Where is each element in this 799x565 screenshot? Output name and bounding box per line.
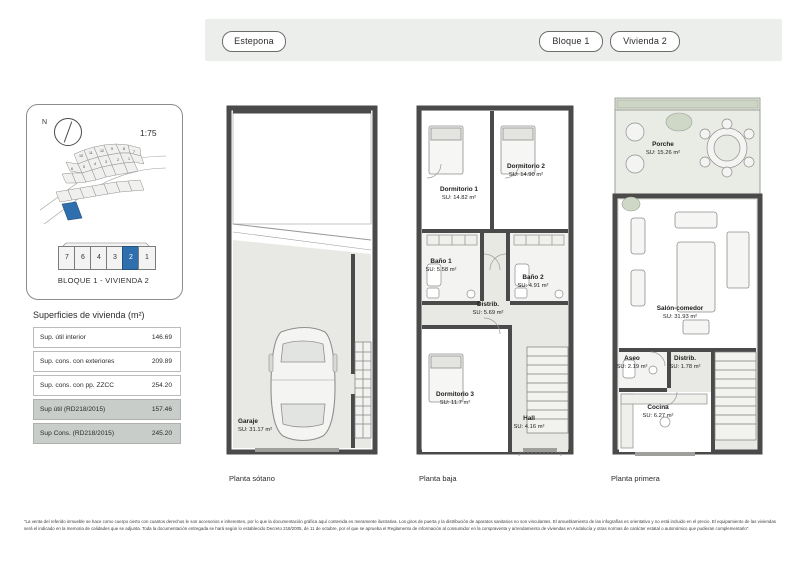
svg-text:10: 10 xyxy=(79,154,83,158)
unit-box-6[interactable]: 6 xyxy=(74,246,92,270)
unit-pill[interactable]: Vivienda 2 xyxy=(610,31,680,52)
unit-box-7[interactable]: 7 xyxy=(58,246,76,270)
svg-text:11: 11 xyxy=(89,151,93,155)
room-name: Salón-comedor xyxy=(656,305,704,312)
surfaces-table xyxy=(33,327,181,447)
svg-text:4: 4 xyxy=(94,162,96,166)
room-label-salon-comedor xyxy=(646,305,714,321)
surface-value: 254.20 xyxy=(151,382,172,389)
room-label-dormitorio-1 xyxy=(428,186,490,202)
room-area: SU: 14.90 m² xyxy=(508,172,544,178)
svg-text:6: 6 xyxy=(71,167,73,171)
room-name: Baño 1 xyxy=(430,258,452,265)
room-label-dormitorio-2 xyxy=(494,163,558,179)
surface-value: 209.89 xyxy=(151,358,172,365)
unit-box-4[interactable]: 4 xyxy=(90,246,108,270)
room-area: SU: 31.93 m² xyxy=(662,314,698,320)
room-label-hall xyxy=(509,415,549,431)
surfaces-title: Superficies de vivienda (m²) xyxy=(33,310,145,320)
table-row xyxy=(33,399,181,420)
surface-name: Sup. útil interior xyxy=(40,334,86,341)
surface-name: Sup. cons. con pp. ZZCC xyxy=(40,382,115,389)
key-plan-caption: BLOQUE 1 - VIVIENDA 2 xyxy=(57,276,150,285)
planta-sotano-caption: Planta sótano xyxy=(229,474,275,483)
room-area: SU: 6.27 m² xyxy=(642,413,674,419)
surface-value: 245.20 xyxy=(151,430,172,437)
block-pill[interactable]: Bloque 1 xyxy=(539,31,603,52)
room-label-bano-1 xyxy=(420,258,462,274)
room-label-porche xyxy=(637,141,689,157)
surface-value: 146.69 xyxy=(151,334,172,341)
unit-selector-row xyxy=(58,246,154,268)
planta-sotano-drawing xyxy=(225,104,385,456)
header-bar xyxy=(205,19,782,61)
svg-text:5: 5 xyxy=(83,165,85,169)
surface-name: Sup. cons. con exteriores xyxy=(40,358,115,365)
room-label-aseo xyxy=(613,355,651,371)
site-key-plan xyxy=(38,140,168,232)
svg-text:3: 3 xyxy=(105,160,107,164)
svg-text:7: 7 xyxy=(133,150,135,154)
unit-box-3[interactable]: 3 xyxy=(106,246,124,270)
table-row xyxy=(33,351,181,372)
legal-disclaimer: "La venta del referido inmueble se hace como cuerpo cierto con cuantos derechos le son accesorios e inherentes, por lo que la documentación gráfica aquí contenida es meramente ilustrativa. Los giros de puerta y la distribución de aparatos sanitarios no son vinculantes. El amueblamiento de las infografías es orientativo y no está incluido en el precio. El equipamiento de las viviendas será el indicado en la memoria de calidades que se adjunta. Toda la documentación entregada se hará según lo establecido Decreto 218/2005, de 11 de octubre, por el que se aprueba el Reglamento de información al consumidor en la compraventa y arrendamiento de viviendas en Andalucía y otras normas de carácter estatal o autonómico que pudieran complementarlo". xyxy=(24,519,776,531)
table-row xyxy=(33,423,181,444)
room-label-bano-2 xyxy=(512,274,554,290)
svg-text:12: 12 xyxy=(100,149,104,153)
table-row xyxy=(33,327,181,348)
unit-box-2-selected[interactable]: 2 xyxy=(122,246,140,270)
room-name: Porche xyxy=(652,141,674,148)
room-area: SU: 5.58 m² xyxy=(425,267,457,273)
room-label-dormitorio-3 xyxy=(424,391,486,407)
room-area: SU: 2.19 m² xyxy=(616,364,648,370)
room-name: Dormitorio 1 xyxy=(440,186,478,193)
room-name: Dormitorio 2 xyxy=(507,163,545,170)
unit-box-1[interactable]: 1 xyxy=(138,246,156,270)
svg-text:2: 2 xyxy=(117,158,119,162)
room-area: SU: 14.82 m² xyxy=(441,195,477,201)
surface-value: 157.46 xyxy=(151,406,172,413)
room-name: Distrib. xyxy=(476,301,499,308)
room-name: Hall xyxy=(523,415,535,422)
room-label-garaje xyxy=(238,418,298,434)
room-area: SU: 1.78 m² xyxy=(669,364,701,370)
room-area: SU: 15.26 m² xyxy=(645,150,681,156)
room-area: SU: 11.7 m² xyxy=(439,400,471,406)
town-pill[interactable]: Estepona xyxy=(222,31,286,52)
room-name: Dormitorio 3 xyxy=(436,391,474,398)
room-area: SU: 4.91 m² xyxy=(517,283,549,289)
surface-name: Sup útil (RD218/2015) xyxy=(40,406,106,413)
room-label-cocina xyxy=(635,404,681,420)
room-area: SU: 5.69 m² xyxy=(472,310,504,316)
room-area: SU: 4.16 m² xyxy=(513,424,545,430)
room-area: SU: 31.17 m² xyxy=(238,427,273,433)
scale-label: 1:75 xyxy=(140,128,157,138)
svg-text:1: 1 xyxy=(128,157,130,161)
table-row xyxy=(33,375,181,396)
svg-text:8: 8 xyxy=(123,147,125,151)
room-name: Cocina xyxy=(647,404,669,411)
room-name: Baño 2 xyxy=(522,274,544,281)
compass-north-label: N xyxy=(42,119,48,126)
room-label-distribuidor-baja xyxy=(466,301,510,317)
planta-baja-caption: Planta baja xyxy=(419,474,457,483)
room-label-distribuidor-primera xyxy=(664,355,706,371)
svg-text:9: 9 xyxy=(111,147,113,151)
room-name: Garaje xyxy=(238,418,258,425)
room-name: Distrib. xyxy=(673,355,696,362)
surface-name: Sup Cons. (RD218/2015) xyxy=(40,430,115,437)
room-name: Aseo xyxy=(624,355,640,362)
planta-primera-caption: Planta primera xyxy=(611,474,660,483)
